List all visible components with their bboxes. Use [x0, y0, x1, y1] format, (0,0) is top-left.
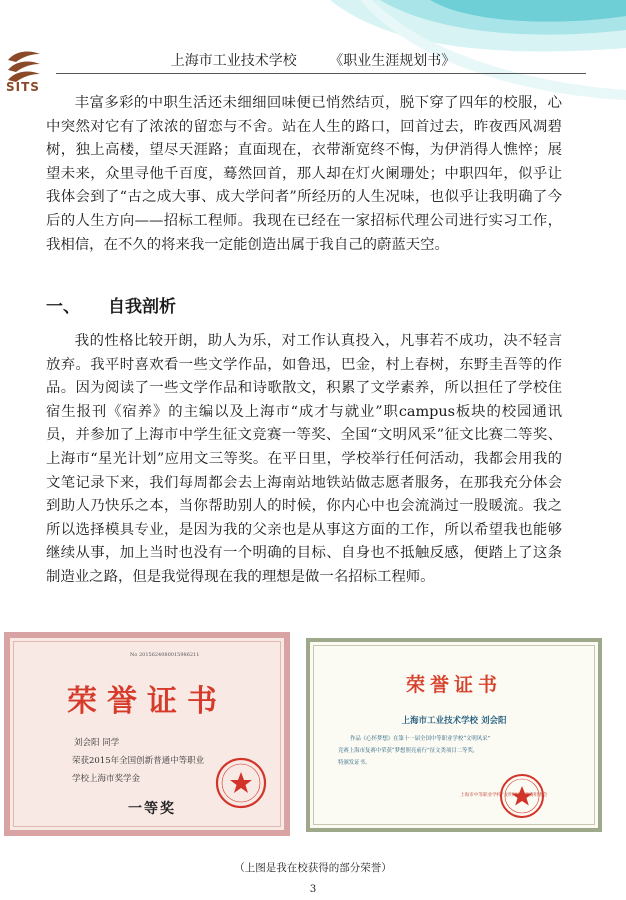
certificate-right-name: 上海市工业技术学校 刘会阳: [401, 716, 507, 726]
section-title: 自我剖析: [108, 297, 176, 317]
certificate-right-line2: 竞赛上海市复赛中荣获“梦想照亮前行”征文类项目二等奖，: [338, 748, 479, 754]
certificate-left-serial: No 2015624080015986211: [130, 652, 200, 658]
certificate-right-title: 荣誉证书: [405, 674, 502, 696]
certificate-right-line1: 作品《心怀梦想》在第十一届全国中等职业学校“文明风采”: [350, 736, 491, 742]
header-school: 上海市工业技术学校: [170, 53, 297, 69]
header-rule: [56, 73, 586, 74]
certificate-right-issuer: 上海市中等职业学校“文明风采”竞赛组委会: [460, 793, 548, 798]
certificate-left-name: 刘会阳 同学: [74, 738, 120, 748]
certificate-left-title: 荣誉证书: [67, 684, 227, 719]
self-analysis-paragraph: 我的性格比较开朗，助人为乐，对工作认真投入，凡事若不成功，决不轻言放弃。我平时喜欢看一些文学作品，如鲁迅，巴金，村上春树，东野圭吾等的作品。因为阅读了一些文学作品和诗歌散文，积累了文学素养，所以担任了学校住宿生报刊《宿养》的主编以及上海市“成才与就业”职campus板块的校园通讯员，并参加了上海市中学生征文竞赛一等奖、全国“文明风采”征文比赛二等奖、上海市“星光计划”应用文三等奖。在平日里，学校举行任何活动，我都会用我的文笔记录下来，我们每周都会去上海南站地铁站做志愿者服务，在那我充分体会到助人乃快乐之本，当你帮助别人的时候，你内心中也会流淌过一股暖流。我之所以选择模具专业，是因为我的父亲也是从事这方面的工作，所以希望我也能够继续从事，加上当时也没有一个明确的目标、自身也不抵触反感，便踏上了这条制造业之路，但是我觉得现在我的理想是做一名招标工程师。: [46, 333, 562, 585]
figure-caption: （上图是我在校获得的部分荣誉）: [234, 862, 392, 874]
certificate-left-line1: 荣获2015年全国创新普通中等职业: [72, 756, 205, 766]
page-header: [0, 50, 626, 70]
red-seal-icon: [214, 756, 268, 810]
certificate-left-line2: 学校上海市奖学金: [72, 774, 141, 784]
section-heading: [46, 292, 176, 317]
certificate-left: [4, 632, 290, 836]
intro-paragraph: 丰富多彩的中职生活还未细细回味便已悄然结页，脱下穿了四年的校服，心中突然对它有了浓浓的留恋与不舍。站在人生的路口，回首过去，昨夜西风凋碧树，独上高楼，望尽天涯路；直面现在，衣带渐宽终不悔，为伊消得人憔悴；展望未来，众里寻他千百度，蓦然回首，那人却在灯火阑珊处；中职四年，似乎让我体会到了“古之成大事、成大学问者”所经历的人生况味，也似乎让我明确了今后的人生方向——招标工程师。我现在已经在一家招标代理公司进行实习工作，我相信，在不久的将来我一定能创造出属于我自己的蔚蓝天空。: [46, 95, 562, 253]
logo-text: SITS: [6, 80, 40, 94]
certificate-right-line3: 特颁发证书。: [338, 760, 371, 766]
certificate-left-award: 一等奖: [128, 801, 176, 817]
section-number: 一、: [46, 297, 80, 317]
header-book-title: 《职业生涯规划书》: [329, 53, 456, 69]
certificate-right: [306, 638, 602, 832]
page-number: 3: [309, 884, 317, 895]
